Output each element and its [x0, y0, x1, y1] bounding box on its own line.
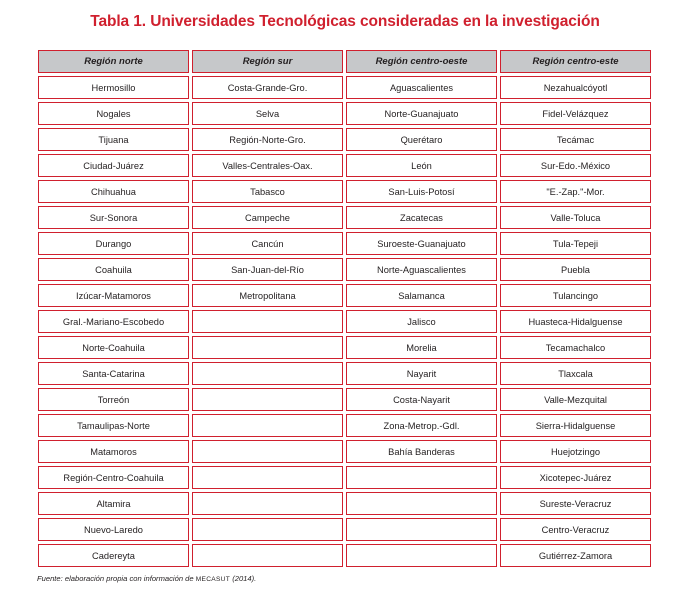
table-cell: Metropolitana — [192, 284, 343, 307]
table-cell: Tamaulipas-Norte — [38, 414, 189, 437]
table-cell: Tecamachalco — [500, 336, 651, 359]
table-row — [38, 232, 651, 255]
table-cell — [192, 518, 343, 541]
table-row — [38, 336, 651, 359]
table-cell: Salamanca — [346, 284, 497, 307]
table-cell: Aguascalientes — [346, 76, 497, 99]
header-region-sur: Región sur — [192, 50, 343, 73]
table-row — [38, 492, 651, 515]
table-cell — [346, 466, 497, 489]
table-row — [38, 466, 651, 489]
table-cell — [192, 440, 343, 463]
universities-table — [35, 47, 654, 570]
table-cell: Torreón — [38, 388, 189, 411]
source-prefix: Fuente: elaboración propia con información de — [37, 574, 196, 583]
table-cell — [346, 492, 497, 515]
table-cell: Valle-Mezquital — [500, 388, 651, 411]
table-cell — [192, 544, 343, 567]
table-row — [38, 388, 651, 411]
source-suffix: (2014). — [230, 574, 257, 583]
table-cell — [192, 492, 343, 515]
table-row — [38, 414, 651, 437]
table-cell — [192, 336, 343, 359]
table-cell: Tijuana — [38, 128, 189, 151]
table-cell — [192, 362, 343, 385]
table-body — [38, 76, 651, 567]
table-cell: Tabasco — [192, 180, 343, 203]
table-cell: Suroeste-Guanajuato — [346, 232, 497, 255]
table-cell — [192, 388, 343, 411]
table-cell: Puebla — [500, 258, 651, 281]
table-cell: Nogales — [38, 102, 189, 125]
table-cell: Cadereyta — [38, 544, 189, 567]
table-cell: Norte-Guanajuato — [346, 102, 497, 125]
table-cell: Tlaxcala — [500, 362, 651, 385]
table-cell: Tula-Tepeji — [500, 232, 651, 255]
table-cell: Matamoros — [38, 440, 189, 463]
table-cell: Campeche — [192, 206, 343, 229]
table-cell: San-Juan-del-Río — [192, 258, 343, 281]
table-cell: Tecámac — [500, 128, 651, 151]
table-cell: Sureste-Veracruz — [500, 492, 651, 515]
table-cell: Coahuila — [38, 258, 189, 281]
table-title: Tabla 1. Universidades Tecnológicas consideradas en la investigación — [90, 13, 600, 30]
table-cell: Xicotepec-Juárez — [500, 466, 651, 489]
header-region-centro-este: Región centro-este — [500, 50, 651, 73]
header-row — [38, 50, 651, 73]
table-cell: Sur-Sonora — [38, 206, 189, 229]
table-cell: Durango — [38, 232, 189, 255]
table-cell: Gutiérrez-Zamora — [500, 544, 651, 567]
table-cell: Chihuahua — [38, 180, 189, 203]
table-cell — [192, 310, 343, 333]
table-cell: Ciudad-Juárez — [38, 154, 189, 177]
table-row — [38, 518, 651, 541]
header-region-centro-oeste: Región centro-oeste — [346, 50, 497, 73]
table-row — [38, 362, 651, 385]
table-row — [38, 128, 651, 151]
table-cell: Selva — [192, 102, 343, 125]
table-cell: Bahía Banderas — [346, 440, 497, 463]
table-cell: Fidel-Velázquez — [500, 102, 651, 125]
table-cell: Morelia — [346, 336, 497, 359]
table-row — [38, 258, 651, 281]
table-cell — [346, 518, 497, 541]
table-cell: Valle-Toluca — [500, 206, 651, 229]
table-cell: Nezahualcóyotl — [500, 76, 651, 99]
table-cell: Nayarit — [346, 362, 497, 385]
table-cell: Valles-Centrales-Oax. — [192, 154, 343, 177]
table-row — [38, 154, 651, 177]
table-row — [38, 206, 651, 229]
table-row — [38, 310, 651, 333]
table-row — [38, 284, 651, 307]
table-row — [38, 76, 651, 99]
table-cell: Costa-Nayarit — [346, 388, 497, 411]
table-cell: San-Luis-Potosí — [346, 180, 497, 203]
table-cell: Zacatecas — [346, 206, 497, 229]
table-cell: Nuevo-Laredo — [38, 518, 189, 541]
table-cell — [346, 544, 497, 567]
table-cell: Costa-Grande-Gro. — [192, 76, 343, 99]
table-cell: Jalisco — [346, 310, 497, 333]
table-cell: "E.-Zap."-Mor. — [500, 180, 651, 203]
table-cell: Santa-Catarina — [38, 362, 189, 385]
table-cell: Huasteca-Hidalguense — [500, 310, 651, 333]
table-cell: Norte-Aguascalientes — [346, 258, 497, 281]
source-abbr: MECASUT — [195, 576, 231, 583]
table-row — [38, 544, 651, 567]
source-note — [37, 574, 256, 583]
table-row — [38, 180, 651, 203]
table-row — [38, 440, 651, 463]
table-cell: Altamira — [38, 492, 189, 515]
table-cell — [192, 414, 343, 437]
table-cell: Sierra-Hidalguense — [500, 414, 651, 437]
table-cell: Gral.-Mariano-Escobedo — [38, 310, 189, 333]
table-row — [38, 102, 651, 125]
table-cell — [192, 466, 343, 489]
table-cell: Tulancingo — [500, 284, 651, 307]
table-cell: Querétaro — [346, 128, 497, 151]
table-cell: Centro-Veracruz — [500, 518, 651, 541]
table-cell: Norte-Coahuila — [38, 336, 189, 359]
header-region-norte: Región norte — [38, 50, 189, 73]
table-cell: Huejotzingo — [500, 440, 651, 463]
table-cell: Izúcar-Matamoros — [38, 284, 189, 307]
table-cell: Cancún — [192, 232, 343, 255]
table-cell: Sur-Edo.-México — [500, 154, 651, 177]
table-cell: Región-Norte-Gro. — [192, 128, 343, 151]
table-cell: Región-Centro-Coahuila — [38, 466, 189, 489]
table-cell: León — [346, 154, 497, 177]
table-cell: Hermosillo — [38, 76, 189, 99]
table-cell: Zona-Metrop.-Gdl. — [346, 414, 497, 437]
